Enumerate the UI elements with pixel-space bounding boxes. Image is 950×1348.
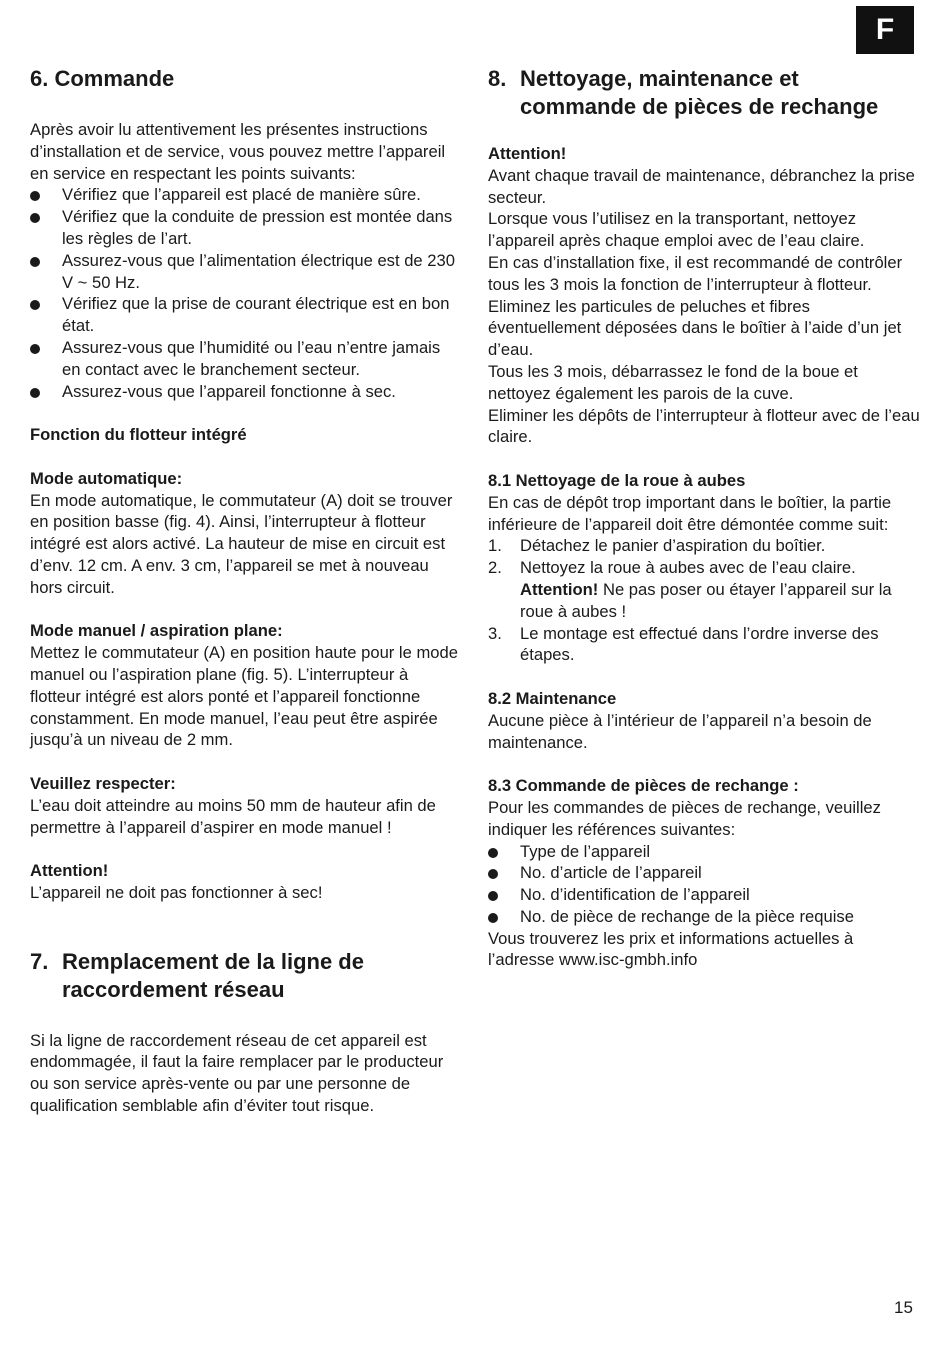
paragraph: Eliminez les particules de peluches et fibres éventuellement déposées dans le boîtier à l’aide d’un jet d’eau. xyxy=(488,296,902,360)
section-8-title-text: Nettoyage, maintenance et commande de pièces de rechange xyxy=(520,66,879,119)
section-8-title xyxy=(488,65,920,121)
list-item: No. d’article de l’appareil xyxy=(488,862,920,884)
attention-heading: Attention! xyxy=(30,861,109,881)
list-item xyxy=(488,623,920,667)
section-7-number: 7. xyxy=(30,948,49,974)
section-8-3-outro: Vous trouverez les prix et informations actuelles à l’adresse www.isc-gmbh.info xyxy=(488,928,854,970)
section-8-1-intro: En cas de dépôt trop important dans le boîtier, la partie inférieure de l’appareil doit être démontée comme suit: xyxy=(488,492,892,534)
section-8-number: 8. xyxy=(488,66,507,91)
list-item: Vérifiez que la prise de courant électrique est en bon état. xyxy=(30,293,460,337)
right-column xyxy=(488,65,920,971)
checklist xyxy=(30,184,460,402)
respect-heading: Veuillez respecter: xyxy=(30,773,176,793)
list-item xyxy=(488,535,920,557)
list-item: Assurez-vous que l’appareil fonctionne à sec. xyxy=(30,381,460,403)
list-item: Vérifiez que la conduite de pression est montée dans les règles de l’art. xyxy=(30,206,460,250)
step-number: 2. xyxy=(488,558,502,578)
list-item: No. d’identification de l’appareil xyxy=(488,884,920,906)
list-item: Assurez-vous que l’humidité ou l’eau n’entre jamais en contact avec le branchement secteur. xyxy=(30,337,460,381)
section-6-intro: Après avoir lu attentivement les présentes instructions d’installation et de service, vous pouvez mettre l’appareil en service en respectant les points suivants: xyxy=(30,120,446,183)
language-tab: F xyxy=(856,6,914,54)
section-8-attention-heading: Attention! xyxy=(488,144,567,163)
paragraph: Avant chaque travail de maintenance, débranchez la prise secteur. xyxy=(488,165,915,207)
step-attention: Attention! xyxy=(520,579,599,599)
paragraph: Eliminer les dépôts de l’interrupteur à flotteur avec de l’eau claire. xyxy=(488,405,920,447)
auto-mode-text: En mode automatique, le commutateur (A) doit se trouver en position basse (fig. 4). Ainsi, l’interrupteur à flotteur intégré est alors activé. La hauteur de mise en circuit est d’env. 12 cm. A env. 3 cm, l’appareil se met à nouveau hors circuit. xyxy=(30,490,453,597)
step-note: Ne pas poser ou étayer l’appareil sur la roue à aubes ! xyxy=(520,579,892,621)
section-7-title xyxy=(30,948,460,1004)
page-number: 15 xyxy=(894,1298,913,1317)
section-6-title: 6. Commande xyxy=(30,66,175,91)
section-8-3-heading: 8.3 Commande de pièces de rechange : xyxy=(488,776,799,796)
paragraph: En cas d’installation fixe, il est recommandé de contrôler tous les 3 mois la fonction de l’interrupteur à flotteur. xyxy=(488,252,903,294)
step-text: Détachez le panier d’aspiration du boîtier. xyxy=(520,536,826,556)
steps-list xyxy=(488,535,920,666)
step-text: Nettoyez la roue à aubes avec de l’eau claire. xyxy=(520,558,856,578)
section-7-title-text: Remplacement de la ligne de raccordement réseau xyxy=(62,948,364,1002)
manual-mode-heading: Mode manuel / aspiration plane: xyxy=(30,621,283,641)
left-column xyxy=(30,65,460,1117)
list-item: Vérifiez que l’appareil est placé de manière sûre. xyxy=(30,184,460,206)
step-number: 3. xyxy=(488,623,502,643)
respect-text: L’eau doit atteindre au moins 50 mm de hauteur afin de permettre à l’appareil d’aspirer en mode manuel ! xyxy=(30,795,436,837)
float-function-heading: Fonction du flotteur intégré xyxy=(30,425,247,445)
list-item: No. de pièce de rechange de la pièce requise xyxy=(488,906,920,928)
list-item xyxy=(488,557,920,622)
references-list xyxy=(488,841,920,928)
section-8-1-heading: 8.1 Nettoyage de la roue à aubes xyxy=(488,470,746,490)
step-number: 1. xyxy=(488,536,502,556)
step-text: Le montage est effectué dans l’ordre inverse des étapes. xyxy=(520,623,879,665)
auto-mode-heading: Mode automatique: xyxy=(30,468,183,488)
section-8-3-intro: Pour les commandes de pièces de rechange, veuillez indiquer les références suivantes: xyxy=(488,797,881,839)
paragraph: Lorsque vous l’utilisez en la transportant, nettoyez l’appareil après chaque emploi avec de l’eau claire. xyxy=(488,209,865,251)
section-8-2-text: Aucune pièce à l’intérieur de l’appareil n’a besoin de maintenance. xyxy=(488,710,872,752)
section-8-2-heading: 8.2 Maintenance xyxy=(488,688,617,708)
list-item: Assurez-vous que l’alimentation électrique est de 230 V ~ 50 Hz. xyxy=(30,250,460,294)
manual-mode-text: Mettez le commutateur (A) en position haute pour le mode manuel ou l’aspiration plane (fig. 5). L’interrupteur à flotteur intégré est alors ponté et l’appareil fonctionne constamment. En mode manuel, l’eau peut être aspirée jusqu’à un niveau de 2 mm. xyxy=(30,643,458,750)
section-7-text: Si la ligne de raccordement réseau de cet appareil est endommagée, il faut la faire remplacer par le producteur ou son service après-vente ou par une personne de qualification semblable afin d’éviter tout risque. xyxy=(30,1030,444,1116)
attention-text: L’appareil ne doit pas fonctionner à sec! xyxy=(30,882,323,902)
paragraph: Tous les 3 mois, débarrassez le fond de la boue et nettoyez également les parois de la cuve. xyxy=(488,361,858,403)
step-body xyxy=(520,557,920,622)
list-item: Type de l’appareil xyxy=(488,841,920,863)
